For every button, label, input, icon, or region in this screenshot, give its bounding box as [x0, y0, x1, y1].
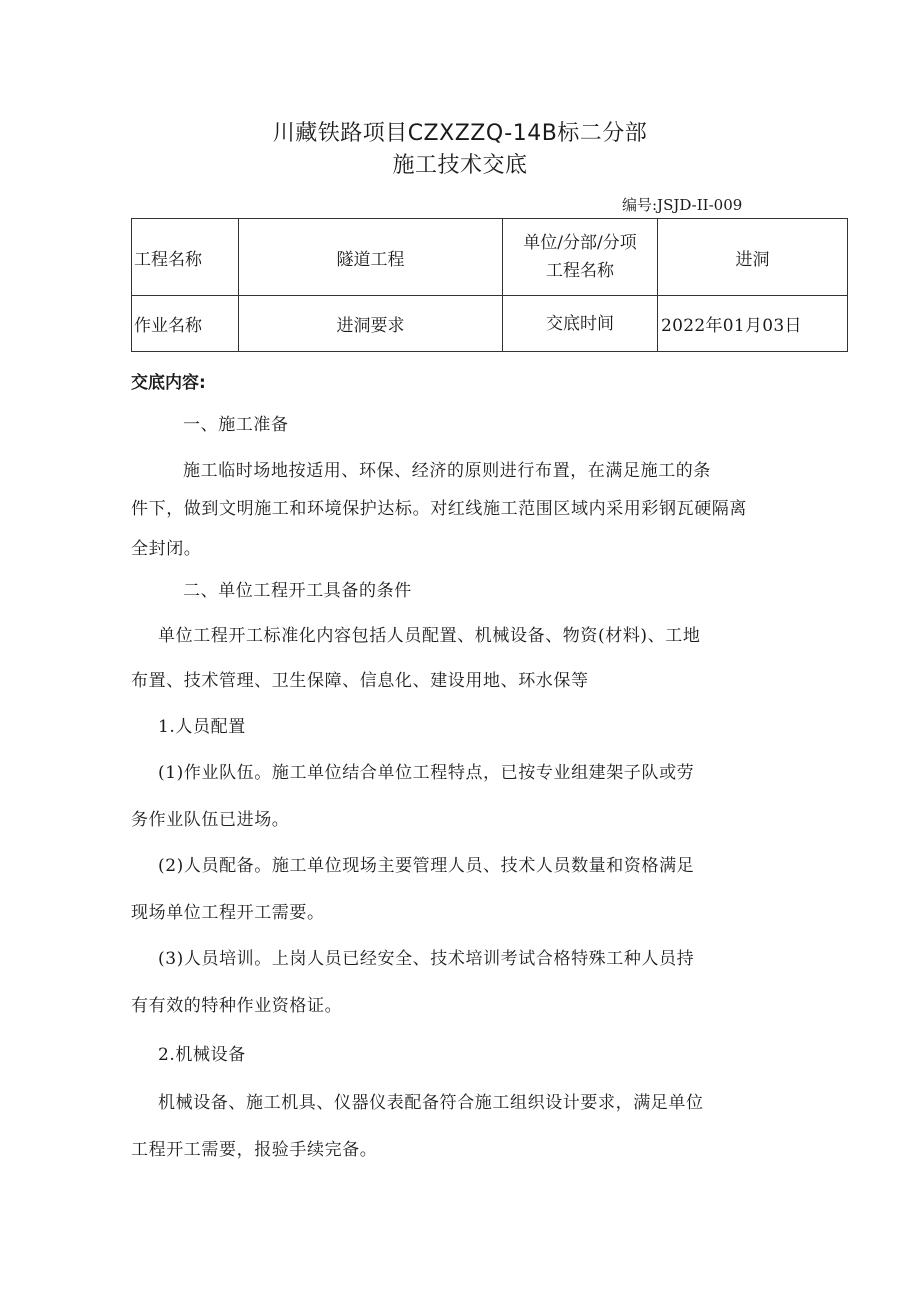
info-row-project	[132, 219, 848, 296]
project-name-value: 隧道工程	[239, 219, 503, 296]
paragraph-line: 单位工程开工标准化内容包括人员配置、机械设备、物资(材料)、工地	[158, 626, 701, 646]
handover-time-label: 交底时间	[503, 296, 658, 352]
unit-label-line2: 工程名称	[546, 261, 614, 281]
paragraph-line: 务作业队伍已进场。	[131, 810, 290, 830]
paragraph-line: 施工临时场地按适用、环保、经济的原则进行布置，在满足施工的条	[183, 461, 711, 481]
heading-staffing: 1.人员配置	[158, 717, 246, 737]
work-name-value: 进洞要求	[239, 296, 503, 352]
heading-construction-prep: 一、施工准备	[183, 415, 289, 435]
handover-time-value: 2022年01月03日	[658, 296, 848, 352]
paragraph-line: 全封闭。	[131, 539, 202, 559]
document-subtitle: 施工技术交底	[392, 153, 528, 178]
heading-machinery: 2.机械设备	[158, 1045, 246, 1065]
paragraph-line: 工程开工需要，报验手续完备。	[131, 1140, 378, 1160]
paragraph-line: 件下，做到文明施工和环境保护达标。对红线施工范围区域内采用彩钢瓦硬隔离	[131, 499, 747, 519]
info-row-work	[132, 296, 848, 352]
content-section-label: 交底内容:	[131, 373, 206, 393]
info-table	[131, 218, 848, 352]
paragraph-line: (1)作业队伍。施工单位结合单位工程特点，已按专业组建架子队或劳	[158, 763, 695, 783]
document-title: 川藏铁路项目CZXZZQ-14B标二分部	[272, 121, 648, 146]
unit-label	[503, 219, 658, 296]
document-number: 编号:JSJD-II-009	[622, 196, 743, 214]
work-name-label: 作业名称	[132, 296, 239, 352]
paragraph-line: (2)人员配备。施工单位现场主要管理人员、技术人员数量和资格满足	[158, 856, 695, 876]
project-name-label: 工程名称	[132, 219, 239, 296]
unit-value: 进洞	[658, 219, 848, 296]
unit-label-line1: 单位/分部/分项	[523, 233, 637, 253]
paragraph-line: 布置、技术管理、卫生保障、信息化、建设用地、环水保等	[131, 671, 589, 691]
paragraph-line: (3)人员培训。上岗人员已经安全、技术培训考试合格特殊工种人员持	[158, 949, 695, 969]
heading-start-conditions: 二、单位工程开工具备的条件	[183, 581, 412, 601]
paragraph-line: 有有效的特种作业资格证。	[131, 996, 343, 1016]
paragraph-line: 现场单位工程开工需要。	[131, 903, 325, 923]
paragraph-line: 机械设备、施工机具、仪器仪表配备符合施工组织设计要求，满足单位	[158, 1093, 704, 1113]
